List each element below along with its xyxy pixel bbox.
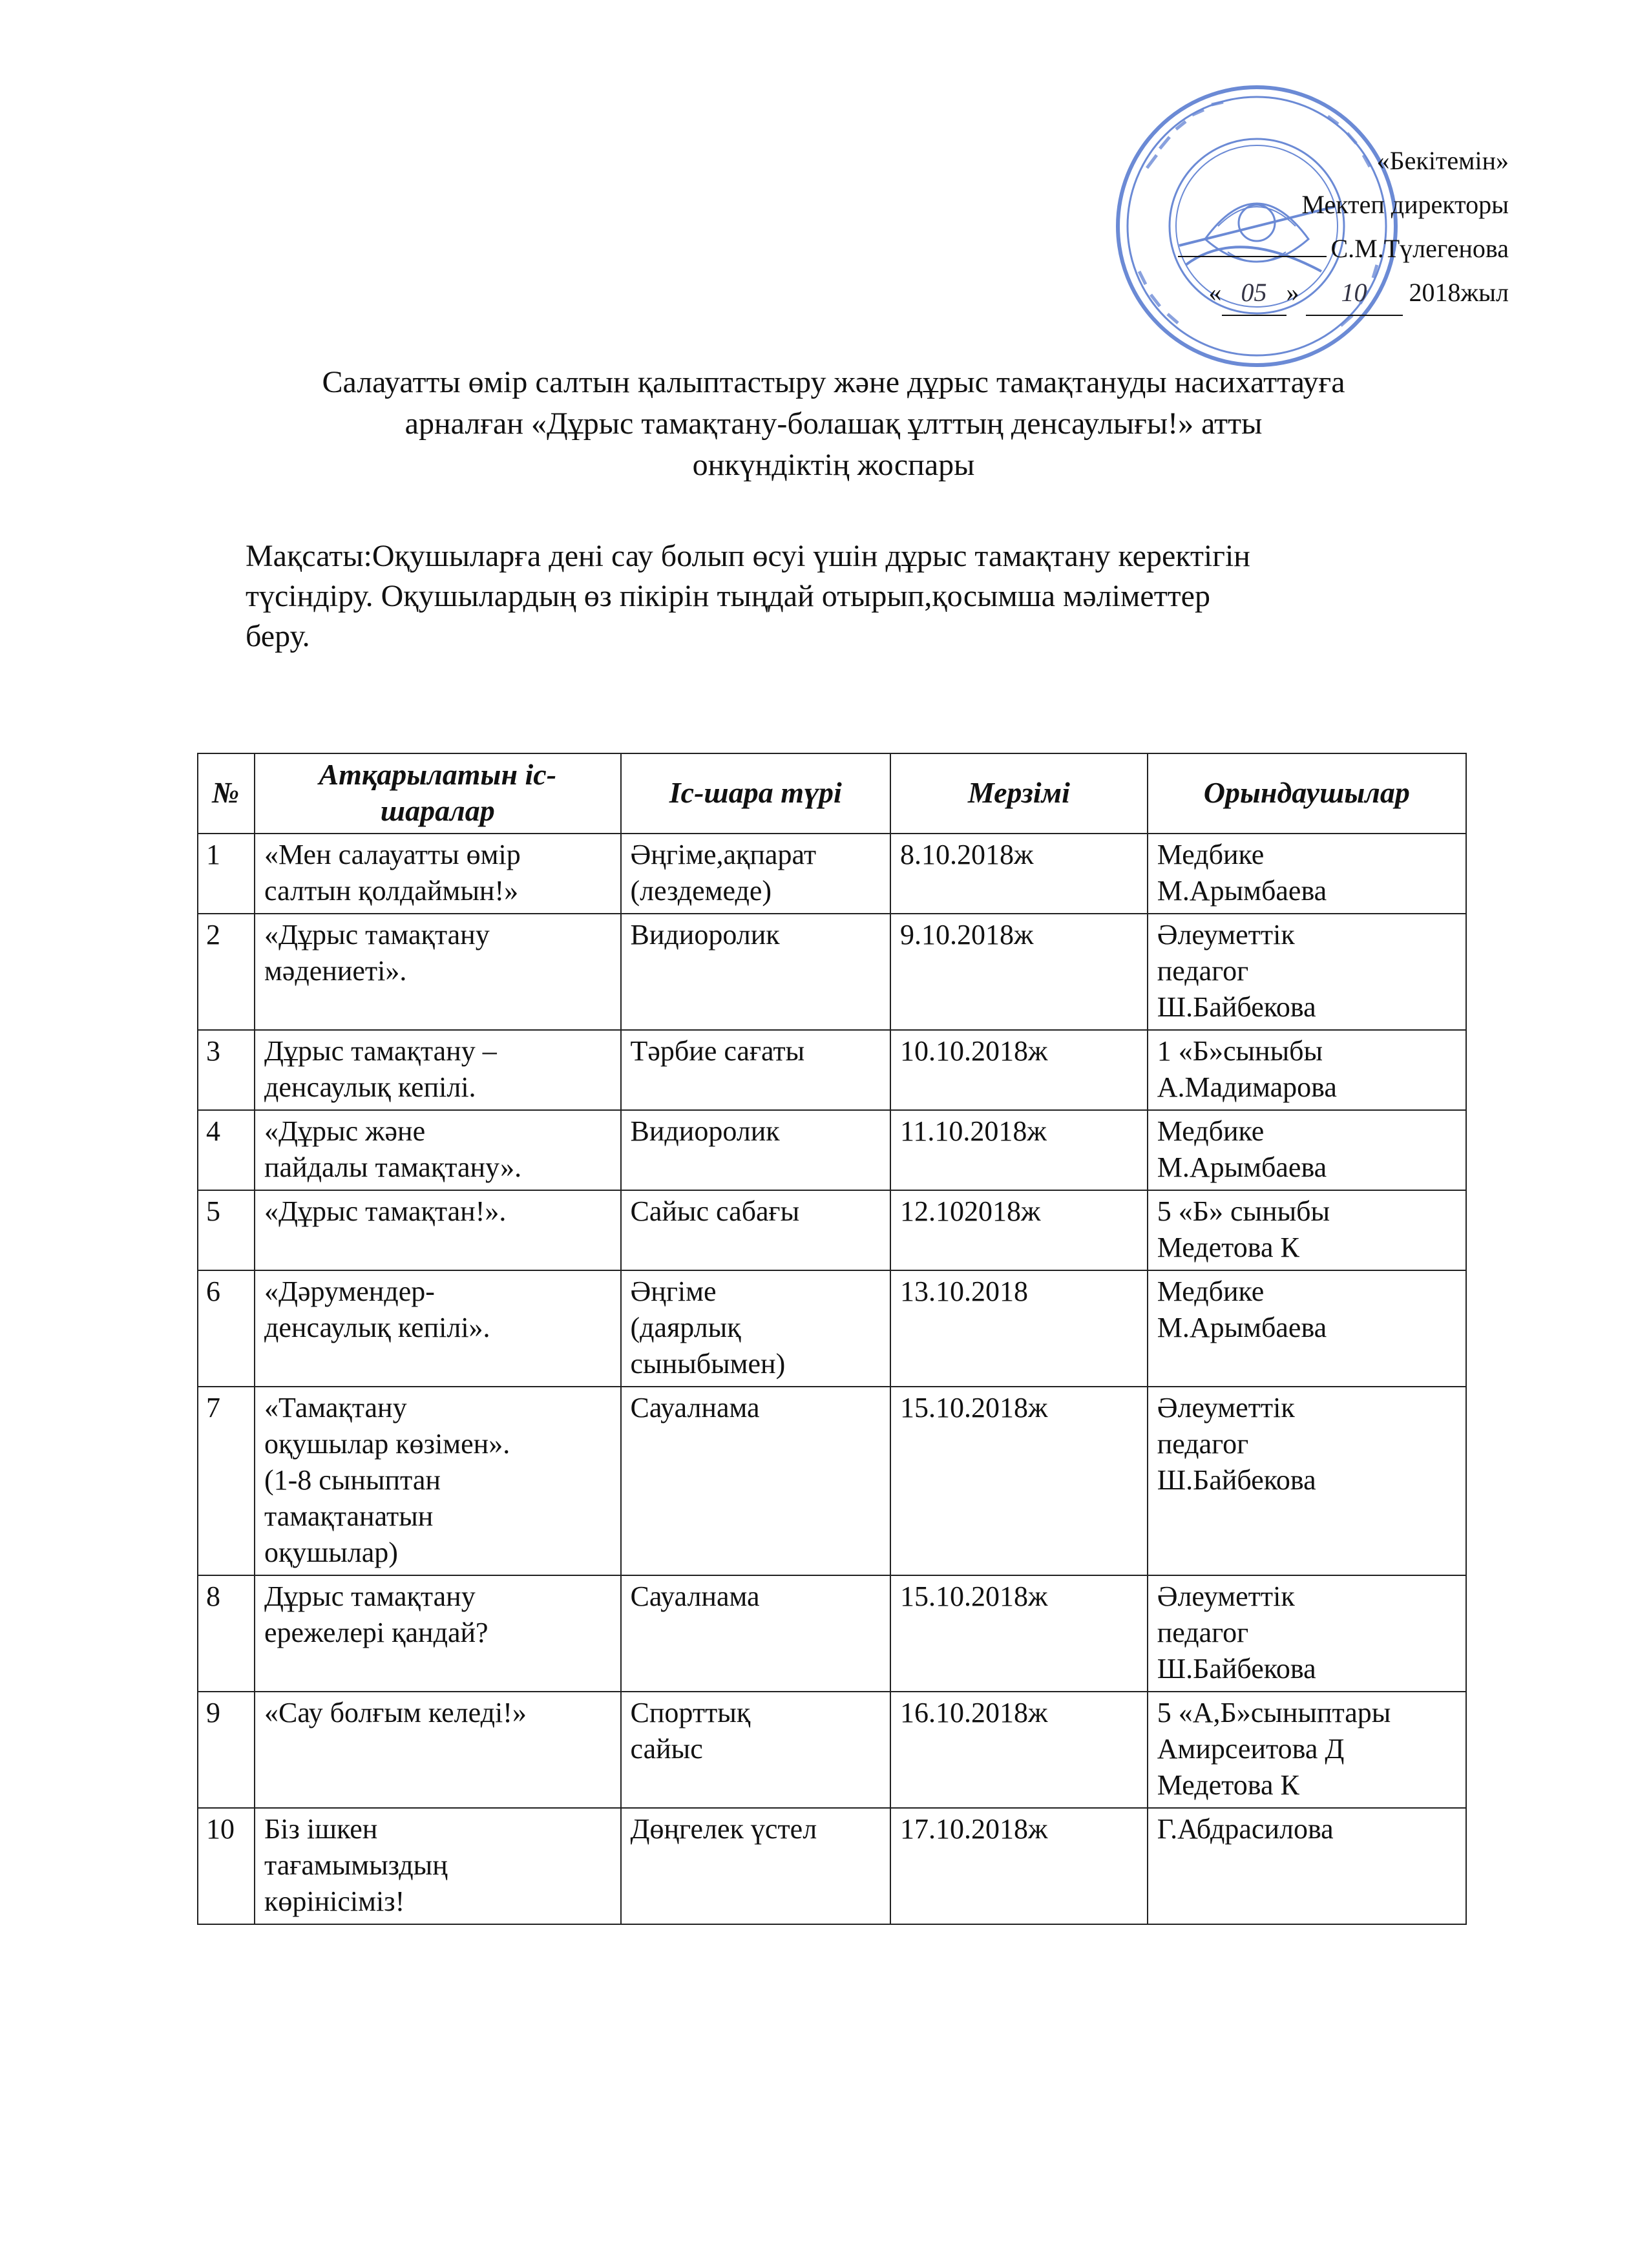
row-event-line: денсаулық кепілі. [264,1071,476,1103]
row-event [255,1270,621,1387]
row-event-line: «Дұрыс тамақтану [264,919,490,950]
row-performers-line: 5 «Б» сыныбы [1157,1195,1330,1227]
row-event-line: тағамымыздың [264,1849,448,1881]
row-number: 2 [198,914,255,1030]
row-number: 6 [198,1270,255,1387]
table-row [198,834,1466,914]
signature-line [1178,231,1327,257]
goal-line-3: беру. [246,619,310,653]
row-performers [1148,1190,1466,1270]
date-open-quote: « [1208,278,1222,307]
row-number: 5 [198,1190,255,1270]
row-type-line: сайыс [630,1733,703,1765]
row-performers-line: Медетова К [1157,1232,1299,1263]
row-performers [1148,1808,1466,1924]
table-row [198,1190,1466,1270]
row-type [621,834,891,914]
row-event-line: «Дұрыс тамақтан!». [264,1195,507,1227]
row-performers-line: педагог [1157,955,1249,987]
row-type [621,1110,891,1190]
row-event-line: «Дәрумендер- [264,1276,435,1307]
row-number: 9 [198,1692,255,1808]
row-performers-line: педагог [1157,1428,1249,1460]
approval-date [1160,271,1509,316]
row-event [255,1692,621,1808]
row-type [621,1387,891,1575]
row-event-line: Біз ішкен [264,1813,378,1845]
row-date: 15.10.2018ж [890,1387,1148,1575]
table-row [198,1110,1466,1190]
goal-paragraph [246,536,1460,656]
row-type [621,1190,891,1270]
row-type-line: Сауалнама [630,1392,760,1423]
row-performers [1148,1270,1466,1387]
row-event [255,1808,621,1924]
row-performers-line: М.Арымбаева [1157,875,1327,907]
row-performers-line: Ш.Байбекова [1157,1653,1316,1685]
row-event-line: (1-8 сыныптан [264,1464,441,1496]
row-number: 4 [198,1110,255,1190]
row-performers-line: Әлеуметтік [1157,919,1295,950]
row-event-line: «Тамақтану [264,1392,407,1423]
approval-heading: «Бекітемін» [1376,146,1509,175]
row-performers-line: 1 «Б»сыныбы [1157,1035,1323,1067]
row-performers-line: Медбике [1157,1115,1265,1147]
row-type [621,1692,891,1808]
row-date: 15.10.2018ж [890,1575,1148,1692]
approval-position: Мектеп директоры [1301,190,1509,219]
row-performers-line: Медбике [1157,1276,1265,1307]
row-event [255,834,621,914]
row-performers-line: Әлеуметтік [1157,1392,1295,1423]
row-date: 13.10.2018 [890,1270,1148,1387]
row-type [621,1030,891,1110]
row-event-line: тамақтанатын [264,1500,434,1532]
row-date: 8.10.2018ж [890,834,1148,914]
row-event [255,1110,621,1190]
row-performers-line: Әлеуметтік [1157,1580,1295,1612]
approval-signer: С.М.Түлегенова [1330,234,1509,263]
row-event-line: «Дұрыс және [264,1115,426,1147]
row-date: 16.10.2018ж [890,1692,1148,1808]
row-type-line: Спорттық [630,1697,751,1728]
row-event-line: «Сау болғым келеді!» [264,1697,527,1728]
row-event-line: көрінісіміз! [264,1885,405,1917]
row-date: 17.10.2018ж [890,1808,1148,1924]
table-row [198,1387,1466,1575]
header-number: № [198,753,255,834]
date-day: 05 [1222,271,1287,316]
table-row [198,1030,1466,1110]
goal-line-1: Мақсаты:Оқушыларға дені сау болып өсуі үшін дұрыс тамақтану керектігін [246,539,1250,573]
row-performers [1148,1575,1466,1692]
row-event-line: салтын қолдаймын!» [264,875,519,907]
row-performers-line: М.Арымбаева [1157,1151,1327,1183]
row-number: 1 [198,834,255,914]
row-event [255,1575,621,1692]
row-performers-line: Медетова К [1157,1769,1299,1801]
header-date: Мерзімі [890,753,1148,834]
row-performers-line: М.Арымбаева [1157,1312,1327,1343]
row-performers-line: Медбике [1157,839,1265,870]
row-event-line: ережелері қандай? [264,1617,488,1648]
row-performers [1148,834,1466,914]
date-close-quote: » [1286,278,1299,307]
row-type-line: Әңгіме [630,1276,717,1307]
row-event-line: оқушылар) [264,1537,398,1568]
table-body [198,834,1466,1924]
document-title [194,362,1473,486]
approval-block [1160,139,1509,316]
row-type-line: (лездемеде) [630,875,772,907]
title-line-3: онкүндіктің жоспары [692,448,975,482]
row-performers [1148,1110,1466,1190]
row-number: 7 [198,1387,255,1575]
row-type [621,914,891,1030]
row-performers-line: Г.Абдрасилова [1157,1813,1334,1845]
table-row [198,1808,1466,1924]
row-performers [1148,1030,1466,1110]
row-type-line: Сайыс сабағы [630,1195,800,1227]
row-type-line: Дөңгелек үстел [630,1813,817,1845]
row-performers-line: 5 «А,Б»сыныптары [1157,1697,1391,1728]
row-event [255,914,621,1030]
row-date: 11.10.2018ж [890,1110,1148,1190]
row-type-line: Тәрбие сағаты [630,1035,805,1067]
goal-line-2: түсіндіру. Оқушылардың өз пікірін тыңдай отырып,қосымша мәліметтер [246,579,1210,613]
row-performers [1148,1387,1466,1575]
row-date: 12.102018ж [890,1190,1148,1270]
row-event-line: Дұрыс тамақтану [264,1580,476,1612]
header-performers: Орындаушылар [1148,753,1466,834]
row-performers-line: Амирсеитова Д [1157,1733,1345,1765]
table-row [198,1270,1466,1387]
table-row [198,1575,1466,1692]
row-type [621,1808,891,1924]
row-performers-line: Ш.Байбекова [1157,991,1316,1023]
table-header-row [198,753,1466,834]
row-event-line: Дұрыс тамақтану – [264,1035,497,1067]
row-event [255,1190,621,1270]
row-performers-line: А.Мадимарова [1157,1071,1337,1103]
date-year: 2018жыл [1409,278,1509,307]
row-number: 3 [198,1030,255,1110]
row-type-line: Видиоролик [630,1115,780,1147]
table-row [198,1692,1466,1808]
row-type-line: Видиоролик [630,919,780,950]
row-performers-line: Ш.Байбекова [1157,1464,1316,1496]
row-type-line: Сауалнама [630,1580,760,1612]
row-type [621,1575,891,1692]
date-month: 10 [1306,271,1403,316]
row-event-line: «Мен салауатты өмір [264,839,521,870]
header-type: Іс-шара түрі [621,753,891,834]
row-type [621,1270,891,1387]
row-event-line: мәдениеті». [264,955,407,987]
row-date: 9.10.2018ж [890,914,1148,1030]
table-row [198,914,1466,1030]
row-event-line: пайдалы тамақтану». [264,1151,522,1183]
row-event-line: оқушылар көзімен». [264,1428,510,1460]
row-date: 10.10.2018ж [890,1030,1148,1110]
row-performers [1148,914,1466,1030]
row-performers-line: педагог [1157,1617,1249,1648]
row-event [255,1030,621,1110]
row-number: 8 [198,1575,255,1692]
row-number: 10 [198,1808,255,1924]
plan-table [197,753,1467,1925]
row-type-line: (даярлық [630,1312,741,1343]
row-event [255,1387,621,1575]
header-events: Атқарылатын іс-шаралар [255,753,621,834]
row-performers [1148,1692,1466,1808]
title-line-1: Салауатты өмір салтын қалыптастыру және дұрыс тамақтануды насихаттауға [322,365,1345,399]
approval-signer-row [1160,227,1509,271]
row-event-line: денсаулық кепілі». [264,1312,490,1343]
title-line-2: арналған «Дұрыс тамақтану-болашақ ұлттың денсаулығы!» атты [404,406,1263,441]
row-type-line: сыныбымен) [630,1348,786,1380]
row-type-line: Әңгіме,ақпарат [630,839,817,870]
